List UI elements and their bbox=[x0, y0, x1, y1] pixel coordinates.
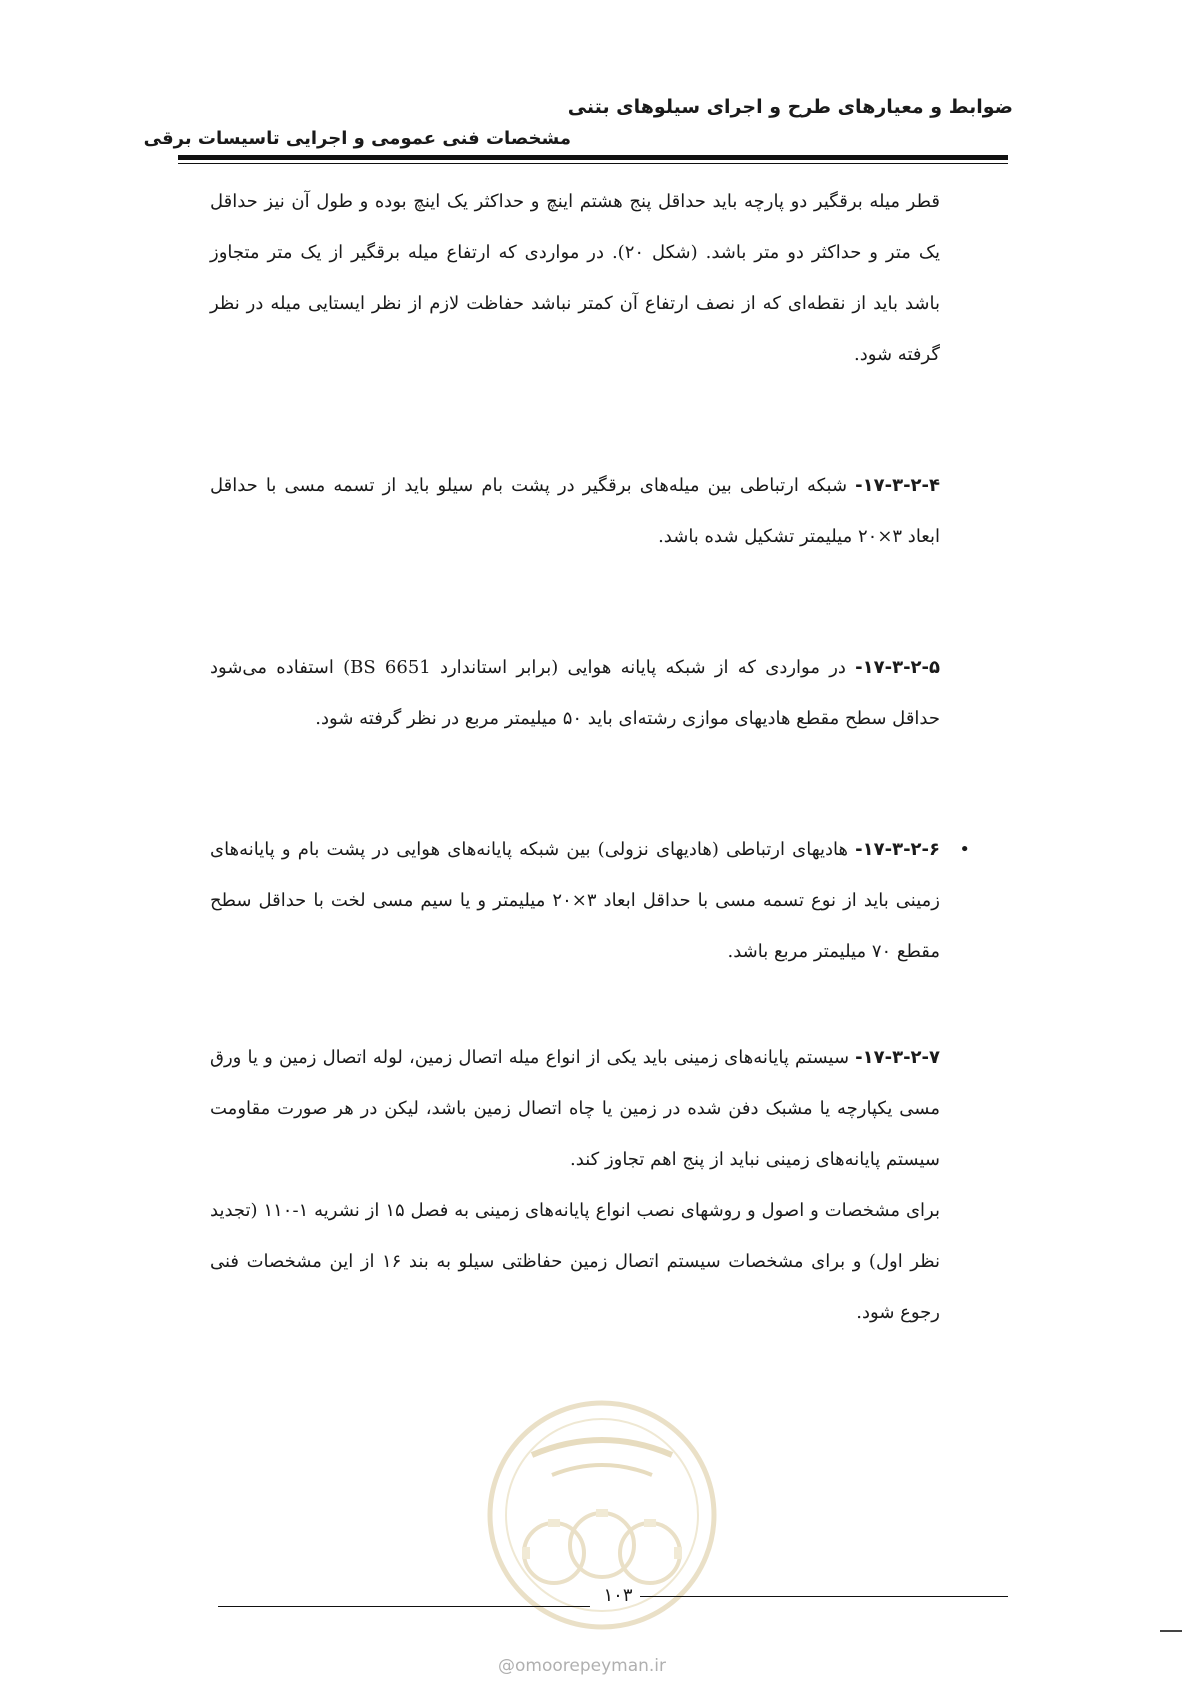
bullet-mark: • bbox=[959, 839, 970, 860]
paragraph-text: سیستم پایانه‌های زمینی باید یکی از انواع میله اتصال زمین، لوله اتصال زمین و یا ورق مسی یکپارچه یا مشبک دفن شده در زمین یا چاه اتصال زمین باشد، لیکن در هر صورت مقاومت سیستم پایانه‌های زمینی نباید از پنج اهم تجاوز کند. bbox=[210, 1047, 940, 1170]
paragraph-17-3-2-6 bbox=[210, 824, 970, 977]
paragraph-17-3-2-7 bbox=[210, 1032, 940, 1185]
paragraph-text: برای مشخصات و اصول و روشهای نصب انواع پایانه‌های زمینی به فصل ۱۵ از نشریه ۱-۱۱۰ (تجدید نظر اول) و برای مشخصات سیستم اتصال زمین حفاظتی سیلو به بند ۱۶ از این مشخصات فنی رجوع شود. bbox=[210, 1200, 940, 1323]
paragraph-17-3-2-5 bbox=[210, 642, 940, 744]
header-book-title: ضوابط و معیارهای طرح و اجرای سیلوهای بتنی bbox=[567, 96, 1013, 118]
footer-rule-left bbox=[218, 1606, 590, 1607]
paragraph-17-3-2-4 bbox=[210, 460, 940, 562]
paragraph-text: هادیهای ارتباطی (هادیهای نزولی) بین شبکه پایانه‌های هوایی در پشت بام و پایانه‌های زمینی باید از نوع تسمه مسی با حداقل ابعاد ۳×۲۰ میلیمتر و یا سیم مسی لخت با حداقل سطح مقطع ۷۰ میلیمتر مربع باشد. bbox=[210, 839, 940, 962]
header-rule-thick bbox=[178, 155, 1008, 160]
clause-number: ۱۷-۳-۲-۷- bbox=[855, 1047, 940, 1068]
paragraph-lightning-rod bbox=[210, 176, 940, 380]
header-chapter-title: مشخصات فنی عمومی و اجرایی تاسیسات برقی bbox=[143, 128, 571, 149]
page-number: ۱۰۳ bbox=[603, 1585, 633, 1606]
edge-mark bbox=[1160, 1630, 1182, 1632]
watermark-url: @omoorepeyman.ir bbox=[498, 1656, 667, 1676]
header-rule-thin bbox=[178, 163, 1008, 164]
body-content bbox=[210, 176, 970, 1338]
paragraph-references bbox=[210, 1185, 940, 1338]
paragraph-text: قطر میله برقگیر دو پارچه باید حداقل پنج هشتم اینچ و حداکثر یک اینچ بوده و طول آن نیز حداقل یک متر و حداکثر دو متر باشد. (شکل ۲۰). در مواردی که ارتفاع میله برقگیر از یک متر متجاوز باشد باید از نقطه‌ای که از نصف ارتفاع آن کمتر نباشد حفاظت لازم از نظر ایستایی میله در نظر گرفته شود. bbox=[210, 191, 940, 365]
clause-number: ۱۷-۳-۲-۵- bbox=[855, 657, 940, 678]
clause-number: ۱۷-۳-۲-۴- bbox=[855, 475, 940, 496]
clause-number: ۱۷-۳-۲-۶- bbox=[855, 839, 940, 860]
paragraph-text: در مواردی که از شبکه پایانه هوایی (برابر استاندارد BS 6651) استفاده می‌شود حداقل سطح مقطع هادیهای موازی رشته‌ای باید ۵۰ میلیمتر مربع در نظر گرفته شود. bbox=[210, 657, 940, 729]
footer-rule-right bbox=[640, 1596, 1008, 1597]
paragraph-text: شبکه ارتباطی بین میله‌های برقگیر در پشت بام سیلو باید از تسمه مسی با حداقل ابعاد ۳×۲۰ میلیمتر تشکیل شده باشد. bbox=[210, 475, 940, 547]
